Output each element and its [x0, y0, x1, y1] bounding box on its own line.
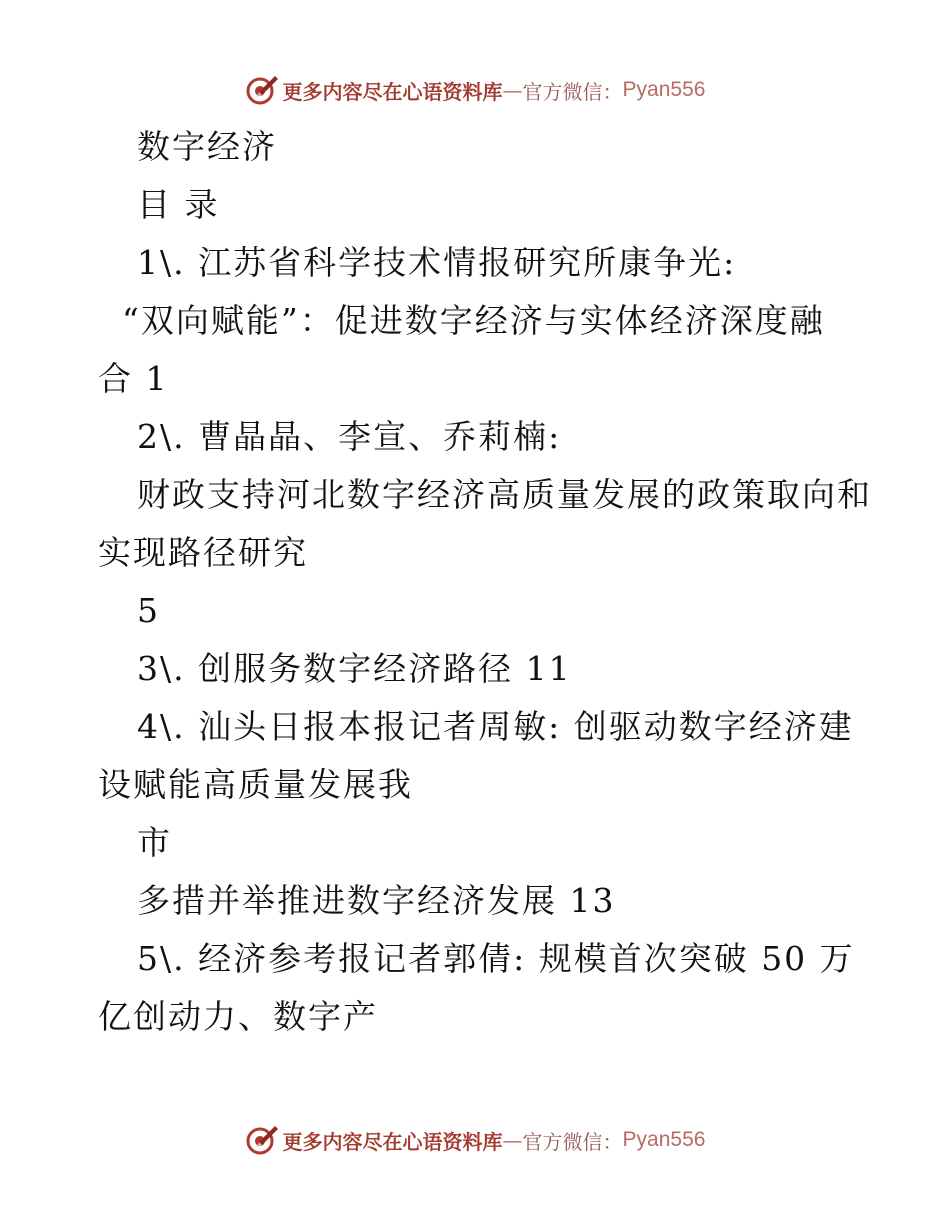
pen-logo-icon — [245, 73, 279, 107]
header-brand-text: 更多内容尽在心语资料库 — [282, 79, 503, 104]
header-dash: — — [502, 78, 523, 102]
footer-brand-text: 更多内容尽在心语资料库 — [282, 1129, 503, 1154]
toc-line: 亿创动力、数字产 — [98, 997, 378, 1036]
toc-heading: 目 录 — [137, 185, 220, 224]
footer-dash: — — [502, 1128, 523, 1152]
toc-line: 5 — [137, 591, 160, 630]
toc-line: 合 1 — [98, 359, 169, 398]
document-title: 数字经济 — [137, 127, 277, 166]
header-wechat-id: Pyan556 — [622, 78, 706, 101]
toc-line: 实现路径研究 — [98, 533, 308, 572]
toc-line: 财政支持河北数字经济高质量发展的政策取向和 — [137, 475, 872, 514]
toc-line: 多措并举推进数字经济发展 13 — [137, 881, 616, 920]
toc-line: 1\. 江苏省科学技术情报研究所康争光: — [137, 243, 737, 282]
toc-line: “双向赋能”：促进数字经济与实体经济深度融 — [122, 301, 825, 340]
toc-line: 3\. 创服务数字经济路径 11 — [137, 649, 572, 688]
toc-line: 设赋能高质量发展我 — [98, 765, 413, 804]
header-watermark — [0, 70, 950, 110]
pen-logo-icon — [245, 1123, 279, 1157]
toc-line: 2\. 曹晶晶、李宣、乔莉楠: — [137, 417, 562, 456]
header-wechat-label: 官方微信： — [522, 79, 623, 104]
footer-wechat-label: 官方微信： — [522, 1129, 623, 1154]
toc-line: 4\. 汕头日报本报记者周敏: 创驱动数字经济建 — [137, 707, 854, 746]
toc-line: 市 — [137, 823, 172, 862]
toc-line: 5\. 经济参考报记者郭倩: 规模首次突破 50 万 — [137, 939, 855, 978]
footer-wechat-id: Pyan556 — [622, 1128, 706, 1151]
footer-watermark — [0, 1120, 950, 1160]
